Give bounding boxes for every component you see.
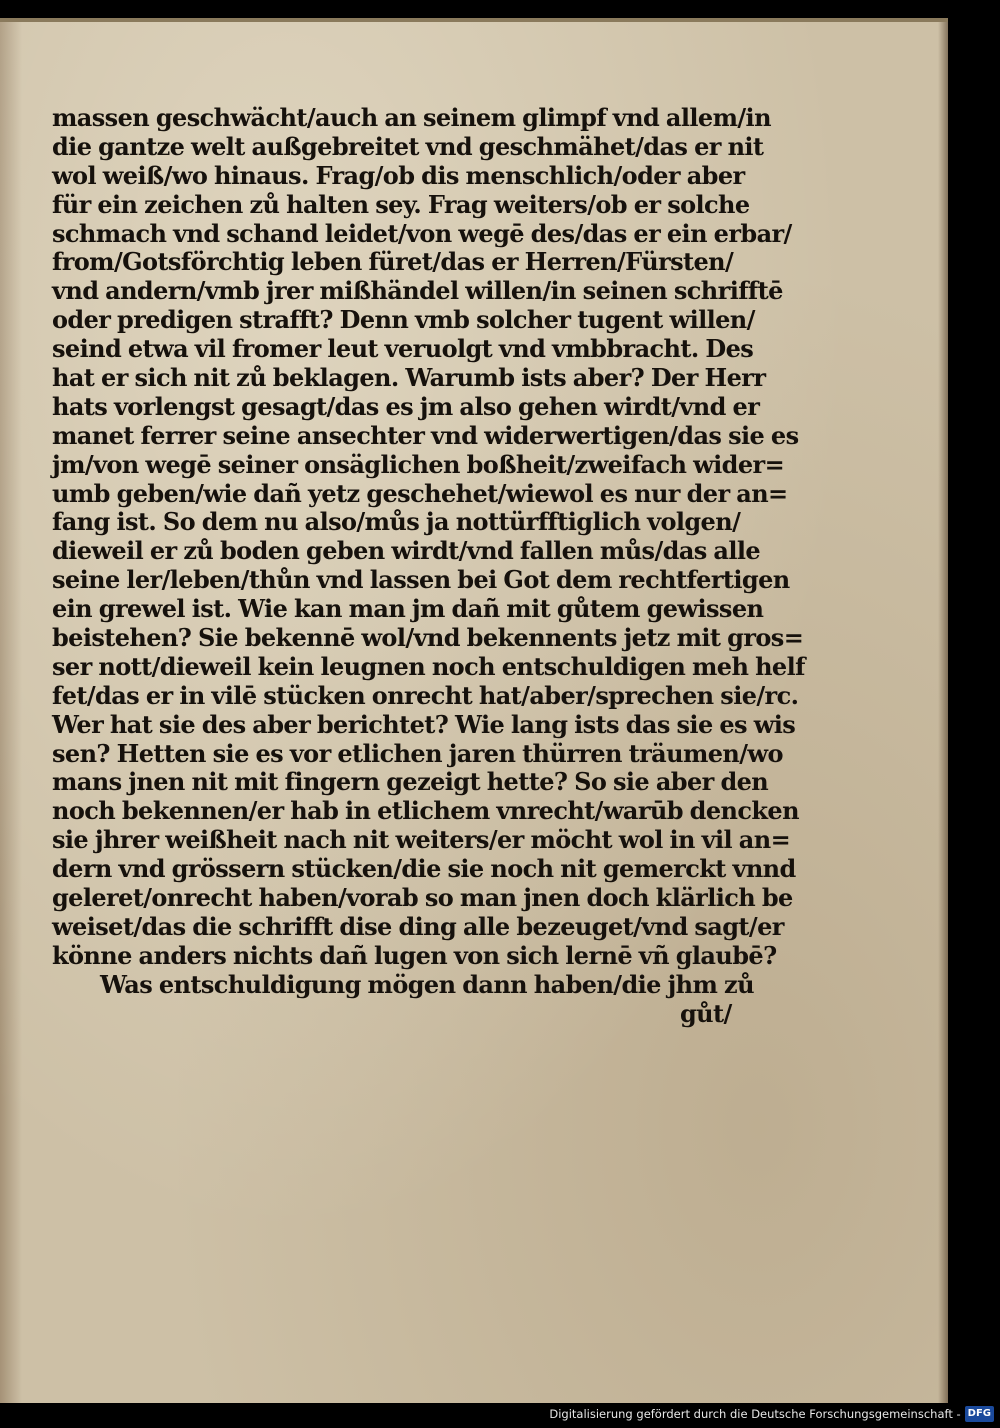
text-line: ser nott/dieweil kein leugnen noch entschuldigen meh helf [52, 651, 805, 681]
text-line: manet ferrer seine ansechter vnd widerwertigen/das sie es [52, 420, 799, 450]
text-line: fang ist. So dem nu also/můs ja nottürfftiglich volgen/ [52, 507, 741, 537]
text-line: seine ler/leben/thůn vnd lassen bei Got dem rechtfertigen [52, 565, 790, 595]
text-line: sen? Hetten sie es vor etlichen jaren thürren träumen/wo [52, 738, 783, 768]
text-line: sie jhrer weißheit nach nit weiters/er möcht wol in vil an= [52, 825, 791, 855]
text-line: jm/von wegē seiner onsäglichen boßheit/zweifach wider= [52, 449, 785, 479]
text-line: für ein zeichen zů halten sey. Frag weiters/ob er solche [52, 189, 750, 219]
text-line: weiset/das die schrifft dise ding alle bezeuget/vnd sagt/er [52, 911, 784, 941]
text-line: schmach vnd schand leidet/von wegē des/das er ein erbar/ [52, 218, 792, 248]
digitization-footer [549, 1404, 994, 1424]
text-line: wol weiß/wo hinaus. Frag/ob dis menschlich/oder aber [52, 160, 745, 190]
catchword: gůt/ [680, 998, 732, 1028]
book-page [0, 18, 948, 1403]
text-line: beistehen? Sie bekennē wol/vnd bekennents jetz mit gros= [52, 623, 804, 653]
text-line: vnd andern/vmb jrer mißhändel willen/in seinen schrifftē [52, 276, 783, 306]
text-line: dieweil er zů boden geben wirdt/vnd fallen můs/das alle [52, 536, 761, 566]
funding-credit: Digitalisierung gefördert durch die Deutsche Forschungsgemeinschaft - [549, 1407, 961, 1421]
text-line: fet/das er in vilē stücken onrecht hat/aber/sprechen sie/rc. [52, 680, 799, 710]
dfg-logo-icon: DFG [965, 1406, 994, 1422]
text-line: könne anders nichts dañ lugen von sich lernē vñ glaubē? [52, 940, 777, 970]
page-text-block [52, 104, 812, 1029]
text-line: ein grewel ist. Wie kan man jm dañ mit gůtem gewissen [52, 594, 764, 624]
paragraph-start-line: Was entschuldigung mögen dann haben/die jhm zů [100, 969, 754, 999]
text-line: dern vnd grössern stücken/die sie noch nit gemerckt vnnd [52, 854, 796, 884]
text-line: geleret/onrecht haben/vorab so man jnen doch klärlich be [52, 883, 793, 913]
page-edge-shadow [938, 22, 948, 1403]
text-line: oder predigen strafft? Denn vmb solcher tugent willen/ [52, 305, 755, 335]
text-line: Wer hat sie des aber berichtet? Wie lang ists das sie es wis [52, 709, 796, 739]
text-line: umb geben/wie dañ yetz geschehet/wiewol es nur der an= [52, 478, 788, 508]
text-line: seind etwa vil fromer leut veruolgt vnd vmbbracht. Des [52, 334, 754, 364]
text-line: mans jnen nit mit fingern gezeigt hette? So sie aber den [52, 767, 769, 797]
text-line: massen geschwächt/auch an seinem glimpf vnd allem/in [52, 103, 771, 132]
text-line: noch bekennen/er hab in etlichem vnrecht/warūb dencken [52, 796, 799, 826]
text-line: from/Gotsförchtig leben füret/das er Herren/Fürsten/ [52, 247, 734, 277]
text-line: die gantze welt außgebreitet vnd geschmähet/das er nit [52, 131, 764, 161]
text-line: hats vorlengst gesagt/das es jm also gehen wirdt/vnd er [52, 391, 760, 421]
text-line: hat er sich nit zů beklagen. Warumb ists aber? Der Herr [52, 363, 766, 393]
